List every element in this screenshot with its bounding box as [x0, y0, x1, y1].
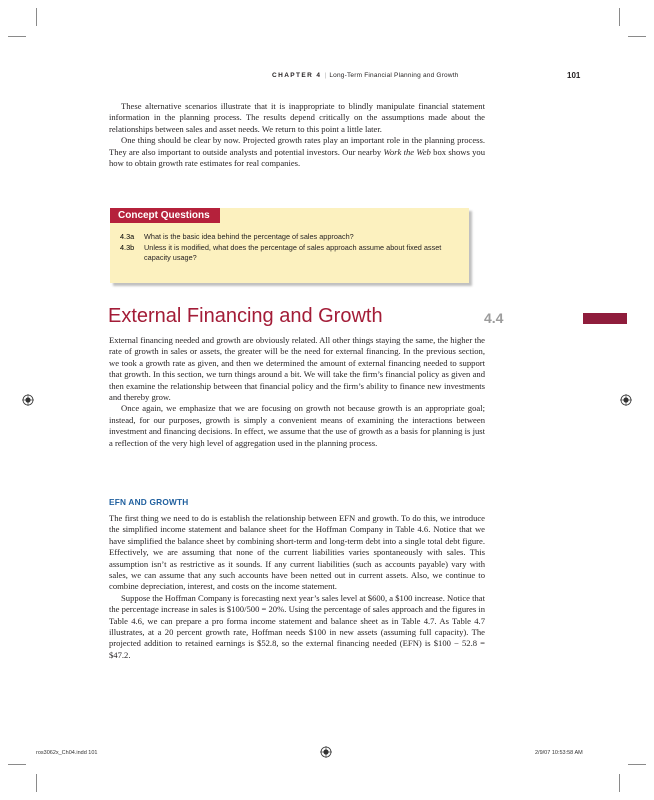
footer-file-name: ros3062x_Ch04.indd 101: [36, 750, 98, 756]
section-text: [109, 335, 485, 449]
chapter-title: Long-Term Financial Planning and Growth: [329, 72, 459, 79]
running-header: CHAPTER 4 | Long-Term Financial Planning and Growth: [272, 72, 459, 79]
crop-mark: [36, 774, 37, 792]
crop-mark: [8, 36, 26, 37]
section-color-bar: [583, 313, 627, 324]
concept-questions-box: [110, 208, 469, 283]
registration-mark-icon: [320, 746, 332, 758]
concept-questions-title: Concept Questions: [110, 208, 220, 223]
page-number: 101: [567, 71, 581, 80]
intro-text: [109, 101, 485, 169]
registration-mark-icon: [620, 394, 632, 406]
subsection-title: EFN AND GROWTH: [109, 497, 189, 507]
question-text: What is the basic idea behind the percentage of sales approach?: [144, 232, 354, 241]
crop-mark: [8, 764, 26, 765]
crop-mark: [619, 774, 620, 792]
footer-timestamp: 2/9/07 10:53:58 AM: [535, 750, 583, 756]
paragraph: The first thing we need to do is establish the relationship between EFN and growth. To do this, we introduce the simplified income statement and balance sheet for the Hoffman Company in Table 4.6. Notice that we have simplified the balance sheet by combining short-term and long-term debt into a single total debt figure. Effectively, we are assuming that none of the current liabilities varies spontaneously with sales. This assumption isn’t as restrictive as it sounds. If any current liabilities (such as accounts payable) vary with sales, we can assume that any such accounts have been netted out in current assets. Also, we continue to combine depreciation, interest, and costs on the income statement.: [109, 513, 485, 592]
list-item: [120, 232, 465, 242]
paragraph: Once again, we emphasize that we are focusing on growth not because growth is an appropriate goal; instead, for our purposes, growth is simply a convenient means of examining the interactions between investment and financing decisions. In effect, we assume that the use of growth as a basis for planning is just a reflection of the very high level of aggregation used in the planning process.: [109, 403, 485, 448]
crop-mark: [628, 764, 646, 765]
crop-mark: [628, 36, 646, 37]
registration-mark-icon: [22, 394, 34, 406]
subsection-text: [109, 513, 485, 661]
section-title: External Financing and Growth: [108, 305, 383, 327]
paragraph: One thing should be clear by now. Projected growth rates play an important role in the planning process. They are also important to outside analysts and potential investors. Our nearby Work the Web box shows you how to obtain growth rate estimates for real companies.: [109, 135, 485, 169]
paragraph: External financing needed and growth are obviously related. All other things staying the same, the higher the rate of growth in sales or assets, the greater will be the need for external financing. In the previous section, we took a growth rate as given, and then we determined the amount of external financing needed to support that growth. In this section, we turn things around a bit. We will take the firm’s financial policy as given and then examine the relationship between that financial policy and the firm’s ability to finance new investments and thereby grow.: [109, 335, 485, 403]
question-text: Unless it is modified, what does the percentage of sales approach assume about fixed asset capacity usage?: [144, 243, 442, 262]
question-number: 4.3b: [120, 243, 135, 252]
crop-mark: [36, 8, 37, 26]
list-item: [120, 243, 465, 263]
section-number: 4.4: [484, 310, 504, 326]
paragraph: Suppose the Hoffman Company is forecasting next year’s sales level at $600, a $100 increase. Notice that the percentage increase in sales is $100/500 = 20%. Using the percentage of sales approach and the figures in Table 4.6, we can prepare a pro forma income statement and balance sheet as in Table 4.7. As Table 4.7 illustrates, at a 20 percent growth rate, Hoffman needs $100 in new assets (assuming full capacity). The projected addition to retained earnings is $52.8, so the external financing needed (EFN) is $100 − 52.8 = $47.2.: [109, 592, 485, 660]
concept-questions-list: [120, 232, 465, 264]
paragraph: These alternative scenarios illustrate that it is inappropriate to blindly manipulate financial statement information in the planning process. The results depend critically on the assumptions made about the relationships between sales and asset needs. We return to this point a little later.: [109, 101, 485, 134]
chapter-label: CHAPTER 4: [272, 72, 322, 79]
crop-mark: [619, 8, 620, 26]
question-number: 4.3a: [120, 232, 135, 241]
